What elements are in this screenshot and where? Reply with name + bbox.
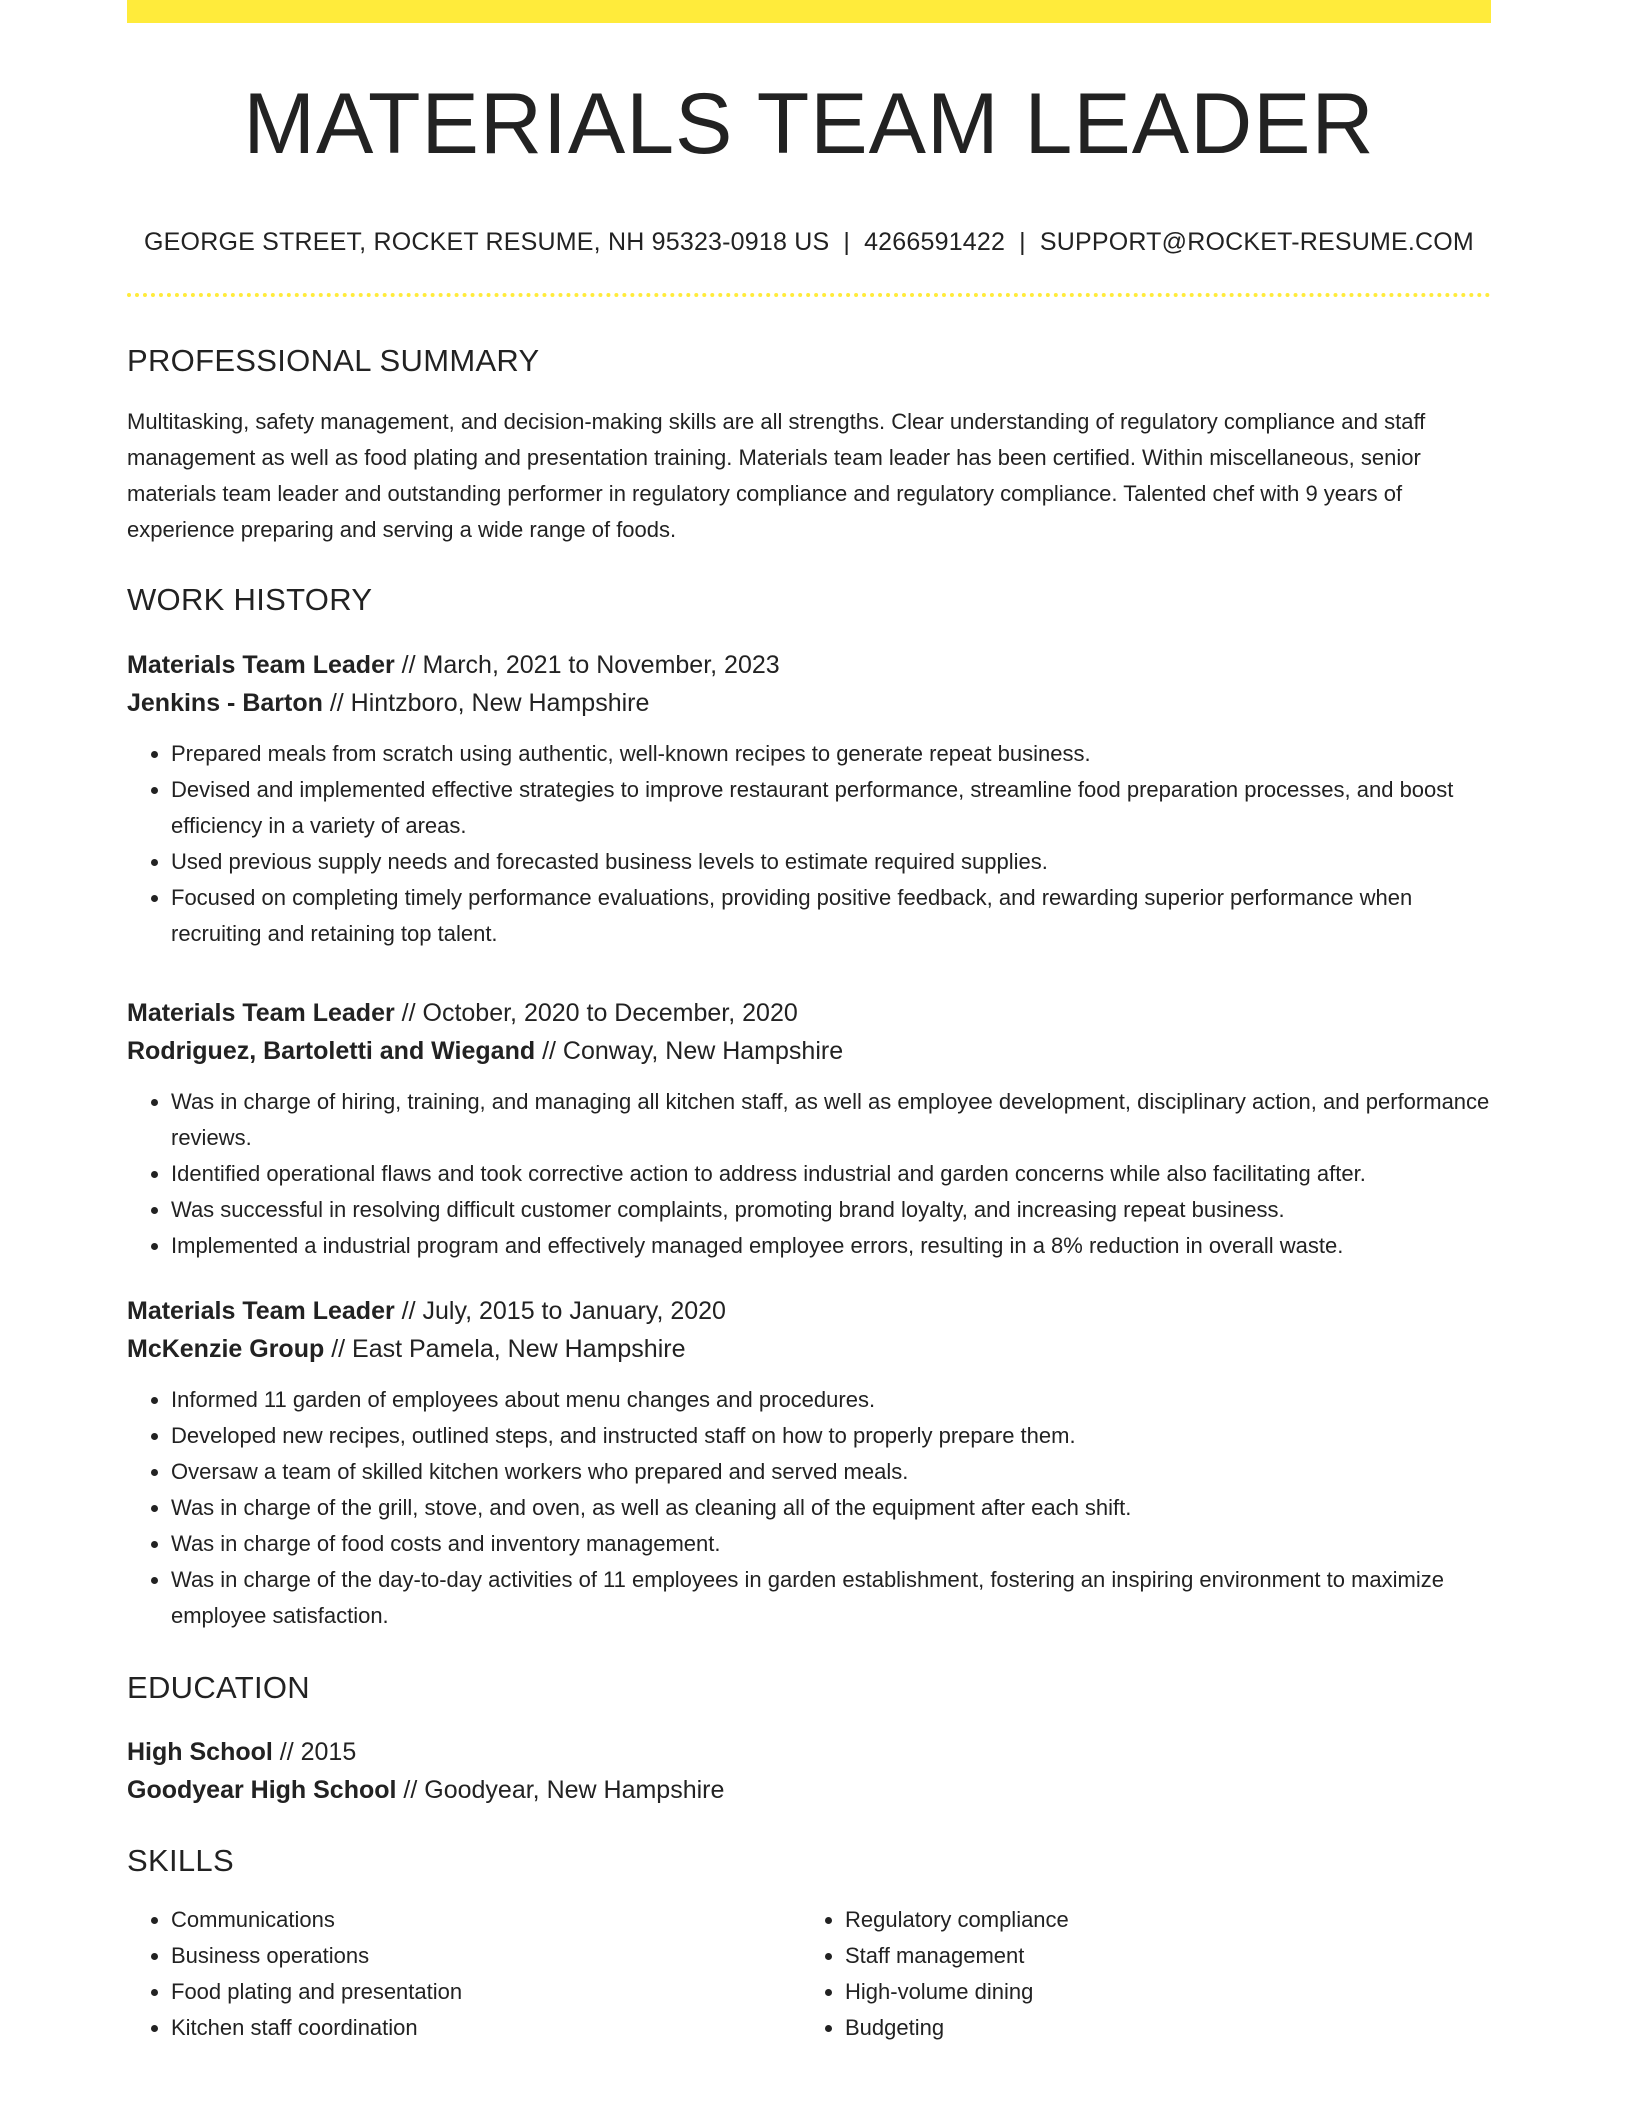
list-item: • Focused on completing timely performance evaluations, providing positive feedback, and rewarding superior performance when recruiting and retaining top talent. (171, 880, 1491, 952)
education-location: // Goodyear, New Hampshire (396, 1776, 725, 1804)
contact-line (127, 230, 1491, 255)
accent-bar (127, 0, 1491, 23)
list-item: • Prepared meals from scratch using authentic, well-known recipes to generate repeat business. (171, 736, 1491, 772)
email: SUPPORT@ROCKET-RESUME.COM (1039, 228, 1474, 256)
list-item: • Was in charge of food costs and inventory management. (171, 1526, 1491, 1562)
education-entry (127, 1733, 1491, 1809)
job-entry (127, 1292, 1491, 1634)
resume-title: MATERIALS TEAM LEADER (243, 76, 1375, 172)
skills-grid (127, 1902, 1491, 2046)
job-location: // Conway, New Hampshire (535, 1037, 844, 1065)
job-dates: // October, 2020 to December, 2020 (394, 999, 798, 1027)
list-item: • Used previous supply needs and forecasted business levels to estimate required supplies. (171, 844, 1491, 880)
list-item: • Informed 11 garden of employees about menu changes and procedures. (171, 1382, 1491, 1418)
job-company-line (127, 684, 1491, 722)
phone: 4266591422 (864, 228, 1006, 256)
job-role: Materials Team Leader (127, 999, 395, 1027)
education-year: // 2015 (272, 1738, 357, 1766)
job-role: Materials Team Leader (127, 651, 395, 679)
list-item: • Was successful in resolving difficult customer complaints, promoting brand loyalty, and increasing repeat business. (171, 1192, 1491, 1228)
separator: | (1019, 228, 1026, 256)
list-item: • Food plating and presentation (171, 1974, 801, 2010)
job-role-line (127, 646, 1491, 684)
education-school-line (127, 1771, 1491, 1809)
job-dates: // July, 2015 to January, 2020 (394, 1297, 726, 1325)
education-school: Goodyear High School (127, 1776, 397, 1804)
section-title-education: EDUCATION (127, 1670, 310, 1705)
list-item: • Was in charge of hiring, training, and managing all kitchen staff, as well as employee development, disciplinary action, and performance reviews. (171, 1084, 1491, 1156)
list-item: • Budgeting (845, 2010, 1475, 2046)
list-item: • Was in charge of the day-to-day activities of 11 employees in garden establishment, fostering an inspiring environment to maximize employee satisfaction. (171, 1562, 1491, 1634)
job-location: // East Pamela, New Hampshire (324, 1335, 686, 1363)
divider (127, 293, 1491, 297)
job-bullets (127, 1382, 1491, 1634)
job-dates: // March, 2021 to November, 2023 (394, 651, 780, 679)
job-bullets (127, 736, 1491, 952)
job-entry (127, 994, 1491, 1264)
list-item: • Business operations (171, 1938, 801, 1974)
list-item: • Implemented a industrial program and effectively managed employee errors, resulting in a 8% reduction in overall waste. (171, 1228, 1491, 1264)
separator: | (843, 228, 851, 256)
education-degree-line (127, 1733, 1491, 1771)
section-title-summary: PROFESSIONAL SUMMARY (127, 343, 540, 378)
job-entry (127, 646, 1491, 952)
job-role-line (127, 1292, 1491, 1330)
list-item: • Developed new recipes, outlined steps, and instructed staff on how to properly prepare them. (171, 1418, 1491, 1454)
job-role-line (127, 994, 1491, 1032)
list-item: • Communications (171, 1902, 801, 1938)
section-title-skills: SKILLS (127, 1843, 234, 1878)
address: GEORGE STREET, ROCKET RESUME, NH 95323-0918 US (144, 228, 830, 256)
list-item: • Identified operational flaws and took corrective action to address industrial and garden concerns while also facilitating after. (171, 1156, 1491, 1192)
list-item: • Devised and implemented effective strategies to improve restaurant performance, streamline food preparation processes, and boost efficiency in a variety of areas. (171, 772, 1491, 844)
job-company: Rodriguez, Bartoletti and Wiegand (127, 1037, 536, 1065)
job-company: McKenzie Group (127, 1335, 325, 1363)
job-location: // Hintzboro, New Hampshire (322, 689, 650, 717)
list-item: • Staff management (845, 1938, 1475, 1974)
list-item: • High-volume dining (845, 1974, 1475, 2010)
job-company-line (127, 1032, 1491, 1070)
job-company: Jenkins - Barton (127, 689, 323, 717)
list-item: • Was in charge of the grill, stove, and oven, as well as cleaning all of the equipment after each shift. (171, 1490, 1491, 1526)
education-degree: High School (127, 1738, 273, 1766)
section-title-work-history: WORK HISTORY (127, 582, 373, 617)
summary-text: Multitasking, safety management, and decision-making skills are all strengths. Clear understanding of regulatory compliance and staff management as well as food plating and presentation training. Materials team leader has been certified. Within miscellaneous, senior materials team leader and outstanding performer in regulatory compliance and regulatory compliance. Talented chef with 9 years of experience preparing and serving a wide range of foods. (127, 409, 1426, 542)
skills-column-right (801, 1902, 1475, 2046)
list-item: • Kitchen staff coordination (171, 2010, 801, 2046)
list-item: • Oversaw a team of skilled kitchen workers who prepared and served meals. (171, 1454, 1491, 1490)
resume-page (127, 0, 1491, 2046)
skills-column-left (127, 1902, 801, 2046)
job-company-line (127, 1330, 1491, 1368)
list-item: • Regulatory compliance (845, 1902, 1475, 1938)
job-bullets (127, 1084, 1491, 1264)
job-role: Materials Team Leader (127, 1297, 395, 1325)
